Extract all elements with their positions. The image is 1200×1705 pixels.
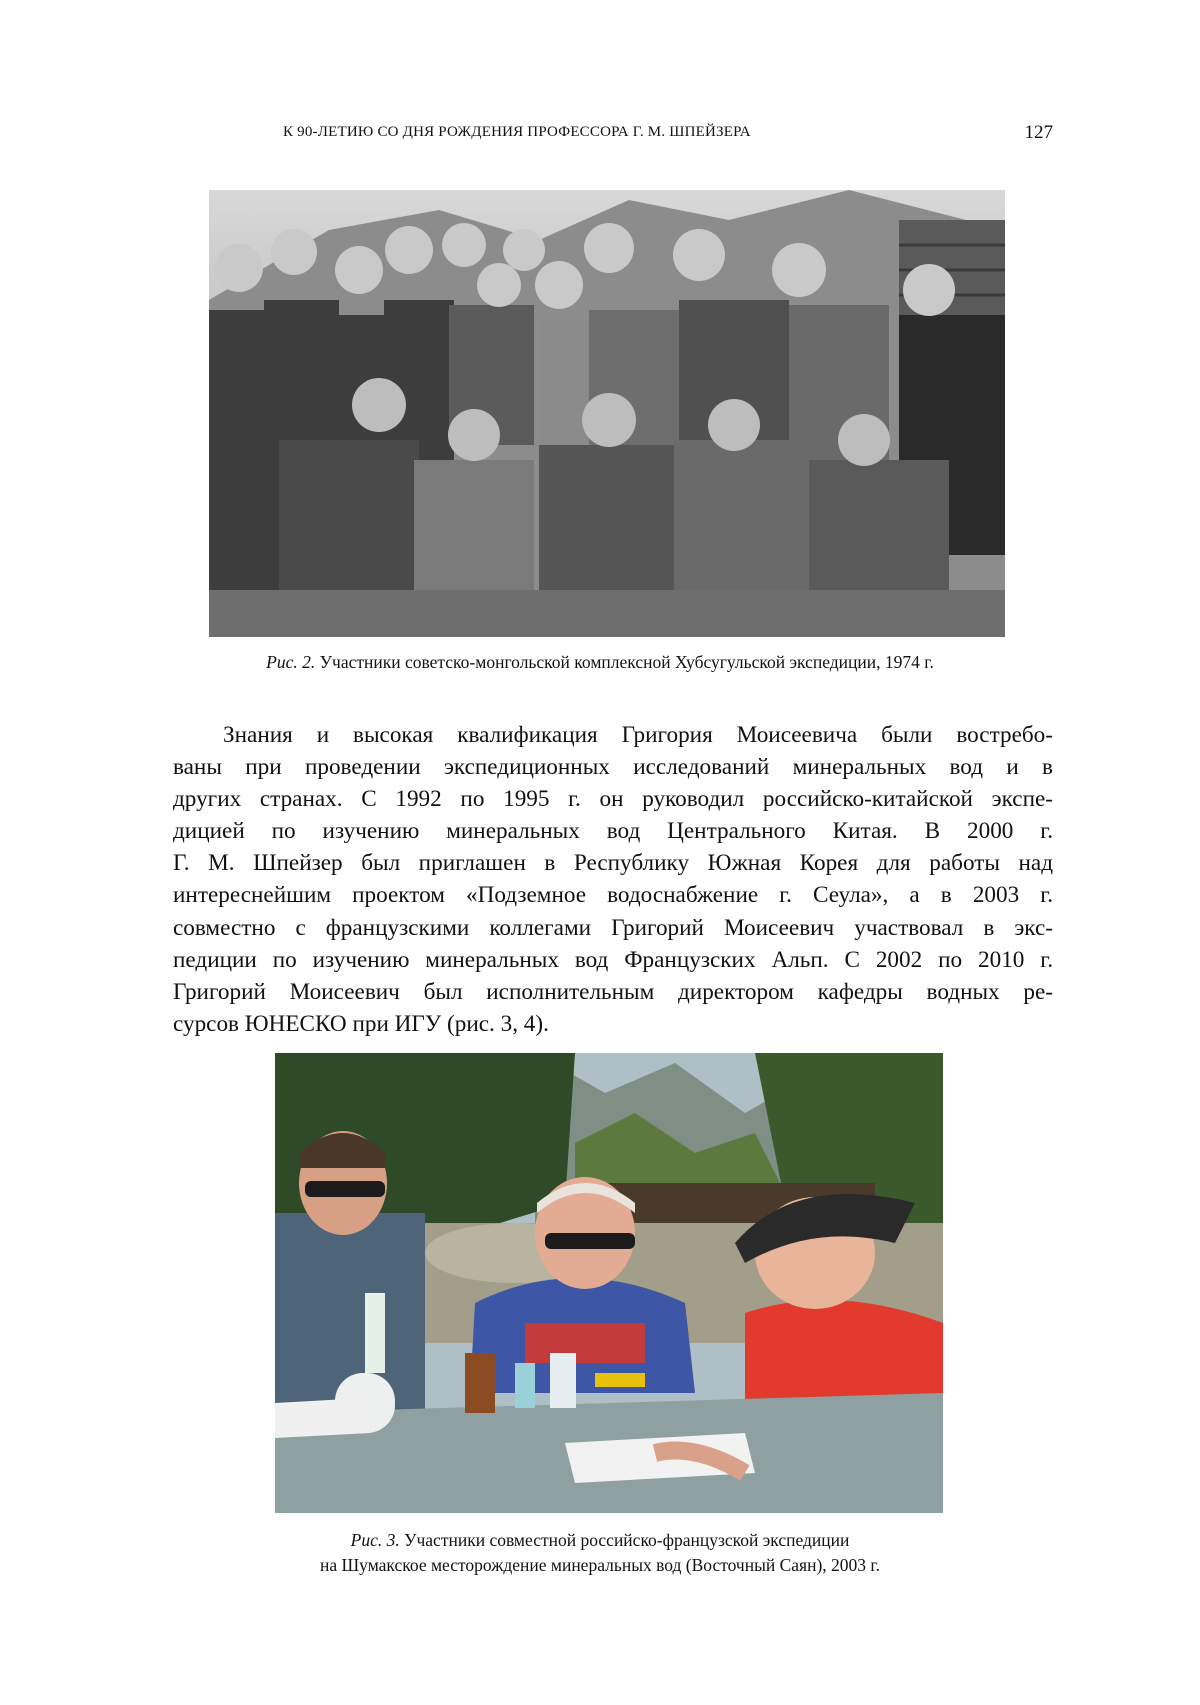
body-line: совместно с французскими коллегами Григорий Моисеевич участвовал в экс- <box>173 914 1053 941</box>
field-photo-2003 <box>275 1053 943 1513</box>
figure-3-label: Рис. 3. <box>350 1530 400 1550</box>
figure-2-caption <box>120 652 1080 673</box>
body-line: ваны при проведении экспедиционных исследований минеральных вод и в <box>173 754 1053 781</box>
body-line: педиции по изучению минеральных вод Французских Альп. С 2002 по 2010 г. <box>173 946 1053 973</box>
group-photo-1974 <box>209 190 1005 637</box>
body-line: интереснейшим проектом «Подземное водоснабжение г. Сеула», а в 2003 г. <box>173 882 1053 909</box>
figure-3-caption-line-2: на Шумакское месторождение минеральных вод (Восточный Саян), 2003 г. <box>320 1555 880 1575</box>
body-line: Г. М. Шпейзер был приглашен в Республику Южная Корея для работы над <box>173 850 1053 877</box>
figure-2-label: Рис. 2. <box>266 652 316 672</box>
body-line: сурсов ЮНЕСКО при ИГУ (рис. 3, 4). <box>173 1010 549 1037</box>
page-header <box>173 124 1053 148</box>
page-number: 127 <box>1024 122 1053 143</box>
field-photo-2003-image <box>275 1053 943 1513</box>
body-paragraph <box>173 719 1053 1040</box>
running-title: К 90-ЛЕТИЮ СО ДНЯ РОЖДЕНИЯ ПРОФЕССОРА Г. М. ШПЕЙЗЕРА <box>283 124 751 140</box>
figure-3-caption-text-1: Участники совместной российско-французской экспедиции <box>399 1530 850 1550</box>
body-line: дицией по изучению минеральных вод Центрального Китая. В 2000 г. <box>173 818 1053 845</box>
figure-2-caption-text: Участники советско-монгольской комплексной Хубсугульской экспедиции, 1974 г. <box>315 652 934 672</box>
body-line: Григорий Моисеевич был исполнительным директором кафедры водных ре- <box>173 978 1053 1005</box>
body-line: Знания и высокая квалификация Григория Моисеевича были востребо- <box>223 722 1053 748</box>
group-photo-1974-image <box>209 190 1005 637</box>
body-line: других странах. С 1992 по 1995 г. он руководил российско-китайской экспе- <box>173 786 1053 813</box>
figure-3-caption <box>120 1528 1080 1578</box>
figure-3-caption-line-1 <box>120 1528 1080 1553</box>
